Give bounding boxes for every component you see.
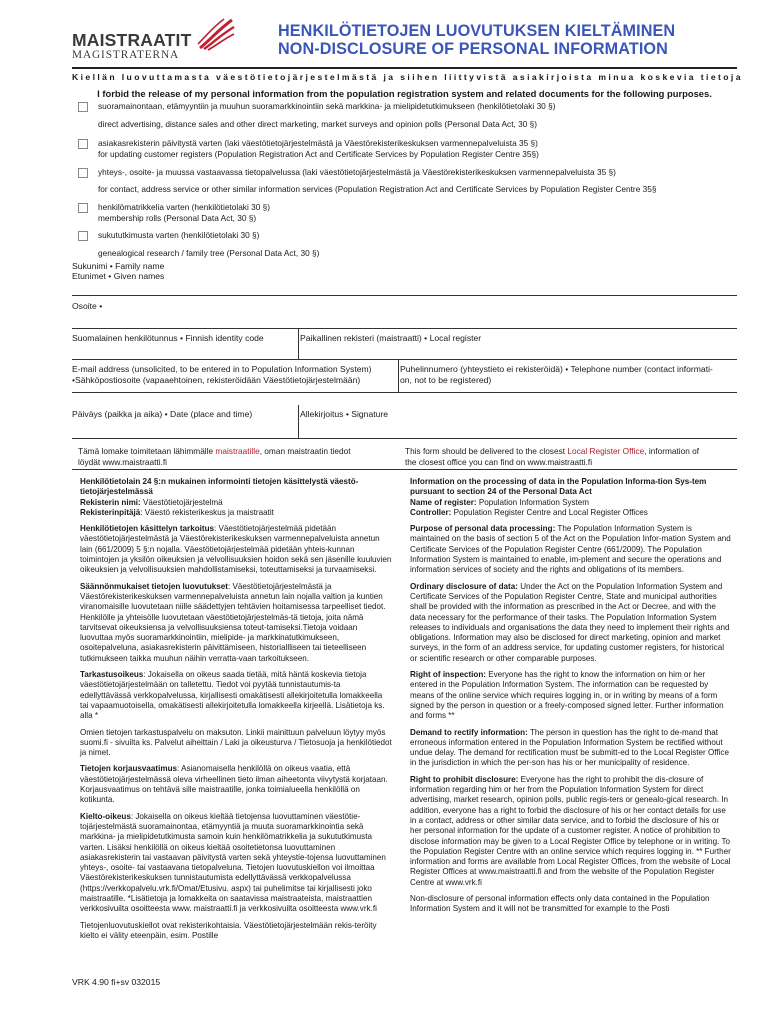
info-disclosure-fi: Säännönmukaiset tietojen luovutukset: Väestötietojärjestelmästä ja Väestörekisterikeskuksen varmennepalveluista annetun lain nojalla valtion ja kuntien viranomaisille luovutetaan niille säädettyjen tehtävien hoitamisessa tarpeelliset tiedot. Henkilölle ja yhteisölle luovutetaan väestötietojärjestelmäs-tä tietoja, joita nämä tarvitsevat oikeuksiensa ja velvollisuuksiensa toteut-tamiseksi.Tietoja voidaan luovuttaa myös suoramarkkinointiin, mielipide- ja markkinatutkimukseen, osoitepalveluna, asiakasrekisterin päivittämiseen, historiallliseen tai tieteelliseen tutkimukseen taikka muuhun näihin verratta-vaan tarkoitukseen. bbox=[80, 581, 386, 663]
given-names-label: Etunimet • Given names bbox=[72, 271, 165, 281]
surname-label: Sukunimi • Family name bbox=[72, 261, 165, 271]
info-prohibit-en: Right to prohibit disclosure: Everyone has the right to prohibit the dis-closure of information regarding him or her from the Population Information System for direct advertising, market research, opinion polls, public regis-ters or genealo-gical research. In addition, everyone has a right to forbid the disclosure of his or her contact details for use in a contact, address or other similar data service, and to forbid the disclosure of his or her personal information for the update of a customer register. A notice of prohibition to disclose information may be given to a Local Register Office by telephone or in writing. To the Population Register Centre with an online service which requires logging in. ** Further information and forms are available from Local Register Offices, from the website of Local Register Offices at www.maistraatti.fi and from the website of the Population Register Centre at www.vrk.fi bbox=[410, 774, 731, 887]
option-text: genealogical research / family tree (Personal Data Act, 30 §) bbox=[98, 248, 320, 258]
email-label-line1: E-mail address (unsolicited, to be entered in to Population Information System) bbox=[72, 364, 372, 374]
info-inspection-fi: Tarkastusoikeus: Jokaisella on oikeus saada tietää, mitä häntä koskevia tietoja väestötietojärjestelmään on talletettu. Tiedot voi pyytää tunnistautumis-ta edellyttävässä verkkopalvelussa, kirjallisesti omakätisesti allekirjoitetulla lomakkeella tai vapaamuotoisella, omakätisesti allekirjoitetulla lomakkeella kirjeellä. Lisätietoja ks. alla * bbox=[80, 670, 385, 721]
info-free-service-fi: Omien tietojen tarkastuspalvelu on maksuton. Linkii mainittuun palveluun löytyy myös suomi.fi - sivuilta ks. Palvelut aiheittain / Laki ja oikeusturva / Tietosuoja ja henkilötiedot ja nimet. bbox=[80, 727, 392, 758]
info-register-en: Information on the processing of data in the Population Informa-tion Sys-tem pursuant to section 24 of the Personal Data Act Name of register: Population Information System Controller: Population Register Centre and Local Register Offices bbox=[410, 477, 707, 517]
intro-text-en: I forbid the release of my personal information from the population registration system and related documents for the following purposes. bbox=[97, 88, 712, 99]
option-text: for contact, address service or other similar information services (Population Registration Act and Certificate Services by Population Register Centre 35§ bbox=[98, 184, 657, 194]
given-names-field[interactable] bbox=[72, 328, 737, 329]
option-genealogy-fi[interactable] bbox=[98, 230, 259, 241]
option-text: sukututkimusta varten (henkilötietolaki 30 §) bbox=[98, 230, 260, 240]
info-inspection-en: Right of inspection: Everyone has the right to know the information on him or her entered in the Population Information System. The information can be requested by means of the online service which requires logging in, or in writing by means of a form signed by the person in question or a freely-composed signed letter. Further information and forms ** bbox=[410, 670, 724, 721]
option-text: direct advertising, distance sales and other direct marketing, market surveys and opinion polls (Personal Data Act, 30 §) bbox=[98, 119, 538, 129]
info-disclosure-en: Ordinary disclosure of data: Under the Act on the Population Information System and Certificate Services of the Population Register Centre, State and municipal authorities shall be provided with the information as prescribed in the Act or Decree, and with the data necessary for the performance of their tasks. The Population Information System releases to individuals and organisations the data they need to implement their rights and obligations. Information may also be disclosed for direct marketing, opinion and market surveys, in the form of an address service, for updating customer registers, for historical or scientific research or other comparable purposes. bbox=[410, 581, 730, 663]
local-office-highlight: maistraatille bbox=[215, 446, 260, 456]
delivery-note-fi: Tämä lomake toimitetaan lähimmälle maistraatille, oman maistraatin tiedot löydät www.maistraatti.fi bbox=[78, 446, 351, 467]
intro-text-fi: Kiellän luovuttamasta väestötietojärjestelmästä ja siihen liittyvistä asiakirjoista minua koskevia tietoja bbox=[72, 72, 743, 82]
field-separator bbox=[298, 329, 299, 360]
info-register-specific-en: Non-disclosure of personal information effects only data contained in the Population Information System and it will not be transmitted for example to the Posti bbox=[410, 893, 710, 914]
phone-label-line2: on, not to be registered) bbox=[400, 375, 492, 385]
phone-label-line1: Puhelinnumero (yhteystieto ei rekisteröidä) • Telephone number (contact informati- bbox=[400, 364, 713, 374]
option-genealogy-en[interactable] bbox=[98, 248, 319, 259]
address-field[interactable] bbox=[72, 359, 737, 360]
document-title-en: NON-DISCLOSURE OF PERSONAL INFORMATION bbox=[278, 40, 668, 58]
option-text: asiakasrekisterin päivitystä varten (laki väestötietojärjestelmästä ja Väestörekisterikeskuksen varmennepalveluista 35 §) bbox=[98, 138, 538, 148]
logo-swirl-icon bbox=[196, 18, 236, 52]
info-column-fi bbox=[80, 477, 392, 947]
info-purpose-en: Purpose of personal data processing: The Population Information System is maintained on the basis of section 5 of the Act on the Population Infor-mation System and Certificate Services of the Population Register Centre (661/2009). The Population Information System is maintained to enable, im-plement and secure the operations and information services of society and the rights and obligations of its members. bbox=[410, 524, 731, 575]
option-checkbox[interactable] bbox=[78, 139, 88, 149]
option-checkbox[interactable] bbox=[78, 102, 88, 112]
option-membership-rolls[interactable] bbox=[98, 202, 270, 224]
option-checkbox[interactable] bbox=[78, 231, 88, 241]
logo-text-secondary: MAGISTRATERNA bbox=[72, 49, 180, 61]
info-prohibit-fi: Kielto-oikeus: Jokaisella on oikeus kieltää tietojensa luovuttaminen väestötie-tojärjestelmästä suoramainontaa, etämyyntiä ja muuta suoramarkkinointia sekä markkina- ja mielipidetutkimusta samoin kuin henkilömatrikkelia ja sukututkimusta varten. Lisäksi henkilöllä on oikeus kieltää osoitetietonsa luovuttaminen asiakasrekisterin tai vastaavan päivitystä varten sekä yhteystie-tojensa luovuttaminen yhteys-, osoite- tai vastaavana tietopalveluna. Tietojen luovutuskiellon voi ilmoittaa Väestörekisterikeskuksen tunnistautumista edellyttävässä verkkopalvelussa (https://verkkopalvelu.vrk.fi/Omat/Etusivu. aspx) tai puhelimitse tai kirjallisesti joko maistraatille. *Lisätietoja ja lomakkeita on saatavissa maistraateista, maistraattien verkkosivuilta osoitteesta www. maistraatti.fi ja verkkosivuilta osoitteesta www.vrk.fi bbox=[80, 811, 386, 914]
option-text: membership rolls (Personal Data Act, 30 §) bbox=[98, 213, 257, 224]
delivery-note-en: This form should be delivered to the closest Local Register Office, information of the closest office you can find on www.maistraatti.fi bbox=[405, 446, 700, 467]
option-checkbox[interactable] bbox=[78, 168, 88, 178]
email-phone-field[interactable] bbox=[72, 438, 737, 439]
email-label-line2: •Sähköpostiosoite (vapaaehtoinen, rekisteröidään Väestötietojärjestelmään) bbox=[72, 375, 361, 385]
info-register-specific-fi: Tietojenluovutuskiellot ovat rekisterikohtaisia. Väestötietojärjestelmään rekis-teröity kielto ei välity eteenpäin, esim. Postille bbox=[80, 920, 377, 940]
logo-text-primary: MAISTRAATIT bbox=[72, 30, 192, 50]
email-label bbox=[72, 364, 372, 386]
option-text: for updating customer registers (Population Registration Act and Certificate Services by Population Register Centre 35§) bbox=[98, 149, 539, 160]
option-text: yhteys-, osoite- ja muussa vastaavassa tietopalvelussa (laki väestötietojärjestelmästä ja Väestörekisterikeskuksen varmennepalveluista 35 §) bbox=[98, 167, 616, 177]
date-place-label: Päiväys (paikka ja aika) • Date (place and time) bbox=[72, 409, 253, 419]
option-direct-marketing-fi[interactable] bbox=[98, 101, 555, 112]
header-divider bbox=[72, 67, 737, 69]
field-separator bbox=[298, 405, 299, 439]
identity-code-label: Suomalainen henkilötunnus • Finnish identity code bbox=[72, 333, 264, 343]
option-direct-marketing-en[interactable] bbox=[98, 119, 537, 130]
phone-label bbox=[400, 364, 713, 386]
info-rectify-en: Demand to rectify information: The person in question has the right to de-mand that erroneous information entered in the Population Information System be rectified without undue delay. The demand for rectification must be submitt-ed to the Local Register Office in the jurisdiction in which the per-son has his or her municipality of residence. bbox=[410, 727, 729, 768]
local-register-label: Paikallinen rekisteri (maistraatti) • Local register bbox=[300, 333, 482, 343]
info-register-fi: Henkilötietolain 24 §:n mukainen informointi tietojen käsittelystä väestö-tietojärjestelmässä Rekisterin nimi: Väestötietojärjestelmä Rekisterinpitäjä: Väestö rekisterikeskus ja maistraatit bbox=[80, 477, 359, 517]
field-separator bbox=[398, 360, 399, 393]
option-text: henkilömatrikkelia varten (henkilötietolaki 30 §) bbox=[98, 202, 271, 212]
info-purpose-fi: Henkilötietojen käsittelyn tarkoitus: Väestötietojärjestelmää pidetään väestötietojärjestelmästä ja Väestörekisterikeskuksen varmennepalveluista annetun lain (661/2009) 5 §:n nojalla. Väestötietojärjestelmää pidetään yhteis-kunnan toimintojen ja yksilön oikeuksien ja velvollisuuksien hoidon sekä sen jäsenille kuuluvien oikeuksien ja velvollisuuksien mahdollistamiseksi, toteuttamiseksi ja turvaamiseksi. bbox=[80, 524, 392, 575]
option-checkbox[interactable] bbox=[78, 203, 88, 213]
identity-register-field[interactable] bbox=[72, 392, 737, 393]
option-contact-service-en[interactable] bbox=[98, 184, 656, 195]
maistraatit-logo bbox=[72, 20, 222, 60]
info-column-en bbox=[410, 477, 732, 921]
section-divider bbox=[72, 469, 737, 470]
surname-field[interactable] bbox=[72, 295, 737, 296]
option-text: suoramainontaan, etämyyntiin ja muuhun suoramarkkinointiin sekä markkina- ja mielipidetutkimukseen (henkilötietolaki 30 §) bbox=[98, 101, 556, 111]
option-contact-service-fi[interactable] bbox=[98, 167, 616, 178]
form-code: VRK 4.90 fi+sv 032015 bbox=[72, 977, 161, 987]
signature-label: Allekirjoitus • Signature bbox=[300, 409, 389, 419]
document-title-fi: HENKILÖTIETOJEN LUOVUTUKSEN KIELTÄMINEN bbox=[278, 22, 676, 40]
info-rectify-fi: Tietojen korjausvaatimus: Asianomaisella henkilöllä on oikeus vaatia, että väestötietojärjestelmässä oleva virheellinen tieto ilman aiheetonta viivytystä korjataan. Korjausvaatimus on tehtävä sille maistraatille, jonka toimialueella henkilöllä on kotikunta. bbox=[80, 764, 388, 805]
address-label: Osoite • bbox=[72, 301, 103, 311]
option-customer-register[interactable] bbox=[98, 138, 539, 160]
local-office-highlight: Local Register Office bbox=[567, 446, 645, 456]
